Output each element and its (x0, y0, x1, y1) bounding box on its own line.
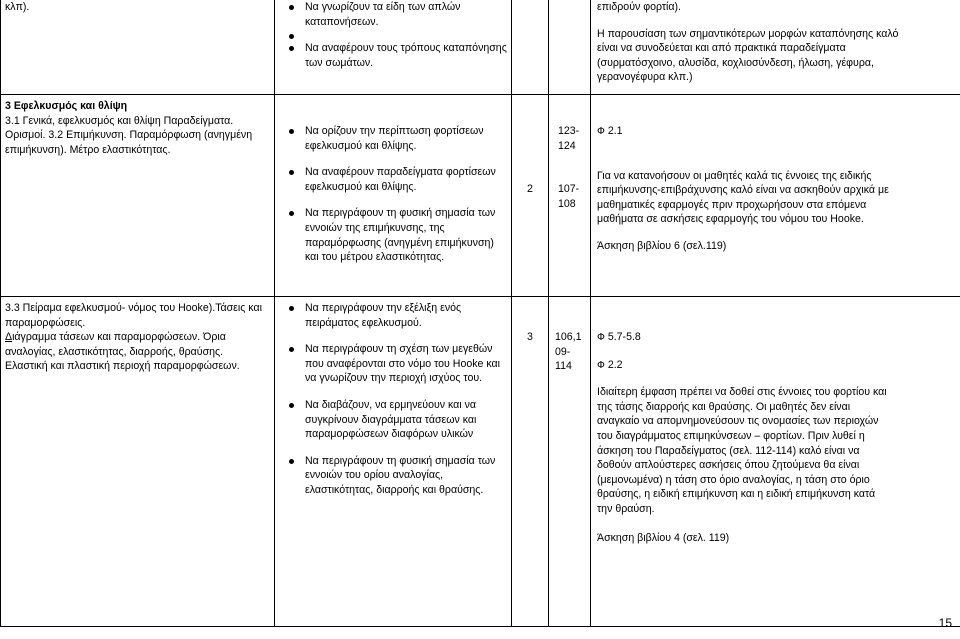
row2-goal-4: Να περιγράφουν τη φυσική σημασία των εννοιών του ορίου αναλογίας, ελαστικότητας, διαρροής και θραύσης. (287, 454, 509, 498)
row2-goal-3: Να διαβάζουν, να ερμηνεύουν και να συγκρίνουν διαγράμματα τάσεων και παραμορφώσεων διαφόρων υλικών (287, 398, 509, 442)
row0-goals-cell (287, 0, 507, 70)
row2-exercise-a (597, 330, 893, 346)
row2-notes-cell (597, 330, 893, 545)
row1-book-ref: Άσκηση βιβλίου 6 (σελ.119) (597, 239, 727, 252)
row1-notes-cell (597, 124, 893, 254)
row2-pages-cell (555, 330, 588, 374)
row1-goal-1: Να ορίζουν την περίπτωση φορτίσεων εφελκυσμού και θλίψης. (287, 124, 507, 153)
row0-goal-1: Να γνωρίζουν τα είδη των απλών καταπονήσεων. (287, 0, 507, 29)
row2-book-ref: Άσκηση βιβλίου 4 (σελ. 119) (597, 531, 730, 544)
row2-hours-cell (512, 330, 548, 345)
row0-goal-spacer (287, 29, 507, 41)
row1-pages-cell (558, 124, 586, 211)
row2-pages: 106,1 09- 114 (555, 331, 582, 373)
row2-exercise-b-ref: 2.2 (607, 358, 623, 371)
row2-note: Ιδιαίτερη έμφαση πρέπει να δοθεί στις έννοιες του φορτίου και της τάσης διαρροής και θραύσης. Οι μαθητές δεν είναι αναγκαίο να απομνημονεύσουν τις ονομασίες των περιοχών του διαγράμματος επιμηκύνσεων – φορτίων. Πριν λυθεί η άσκηση του Παραδείγματος (σελ. 112-114) καλό είναι να δοθούν απλούστερες ασκήσεις όπου ζητούμενα θα είναι (μεμονωμένα) η τάση στο όριο αναλογίας, η τάση στο όριο θραύσης, η ειδική επιμήκυνση και η ειδική επιμήκυνση κατά την θραύση. (597, 386, 887, 515)
row0-note-2: Η παρουσίαση των σημαντικότερων μορφών καταπόνησης καλό είναι να συνοδεύεται και από πρακτικά παραδείγματα (συρματόσχοινο, αλυσίδα, κοχλιοσύνδεση, ήλωση, γέφυρα, γερανογέφυρα κλπ.) (597, 27, 899, 84)
row1-pages-a: 123-124 (558, 125, 580, 152)
row2-topic-b-rest: ιάγραμμα τάσεων και παραμορφώσεων. Όρια αναλογίας, ελαστικότητας, διαρροής, θραύσης. Ελαστική και πλαστική περιοχή παραμορφώσεων. (5, 331, 240, 373)
row1-pages-b: 107-108 (558, 183, 580, 210)
row-divider-2 (0, 296, 960, 297)
row1-exercise-ref: 2.1 (607, 125, 623, 137)
row0-note-1: επιδρούν φορτία). (597, 1, 682, 13)
row2-topic-b (5, 330, 267, 374)
row1-hours-cell (512, 182, 548, 197)
row2-goal-1: Να περιγράφουν την εξέλιξη ενός πειράματος εφελκυσμού. (287, 301, 509, 330)
row1-topic: 3.1 Γενικά, εφελκυσμός και θλίψη Παραδείγματα. Ορισμοί. 3.2 Επιμήκυνση. Παραμόρφωση (ανηγμένη επιμήκυνση). Μέτρο ελαστικότητας. (5, 114, 253, 156)
row1-topic-cell (5, 99, 263, 157)
row-divider-1 (0, 94, 960, 95)
row2-exercise-a-ref: 5.7-5.8 (607, 331, 641, 343)
row1-goals-cell (287, 124, 507, 265)
row1-goal-3: Να περιγράφουν τη φυσική σημασία των εννοιών της επιμήκυνσης, της παραμόρφωσης (ανηγμένη επιμήκυνση) και του μέτρου ελαστικότητας. (287, 206, 507, 264)
row0-goal-2: Να αναφέρουν τους τρόπους καταπόνησης των σωμάτων. (287, 41, 507, 70)
physics-exercise-icon: Φ (597, 126, 605, 137)
row1-exercise (597, 124, 893, 140)
row0-notes-cell (597, 0, 917, 85)
row2-exercise-b (597, 358, 893, 374)
row1-note: Για να κατανοήσουν οι μαθητές καλά τις έννοιες της ειδικής επιμήκυνσης-επιβράχυνσης καλό είναι να ασκηθούν αρχικά με μαθηματικές εφαρμογές πριν προχωρήσουν στα επόμενα μαθήματα σε ασκήσεις εφαρμογής του νόμου του Hooke. (597, 169, 889, 226)
row0-topic: κλπ). (5, 1, 30, 13)
row2-topic-cell (5, 301, 267, 374)
row2-topic-a: 3.3 Πείραμα εφελκυσμού- νόμος του Hooke).Τάσεις και παραμορφώσεις. (5, 302, 262, 329)
chapter-heading: 3 Εφελκυσμός και θλίψη (5, 100, 128, 112)
physics-exercise-icon: Φ (597, 332, 605, 343)
row2-hours: 3 (527, 331, 533, 343)
row2-goals-cell (287, 301, 509, 498)
page-number: 15 (938, 616, 952, 631)
row0-note-spacer (597, 15, 917, 27)
row1-hours: 2 (527, 183, 533, 195)
row1-goal-2: Να αναφέρουν παραδείγματα φορτίσεων εφελκυσμού και θλίψης. (287, 165, 507, 194)
row2-topic-b-initial: Δ (5, 331, 13, 344)
table-border-bottom (0, 626, 960, 627)
physics-exercise-icon: Φ (597, 359, 605, 371)
row0-topic-cell (5, 0, 270, 15)
row2-goal-2: Να περιγράφουν τη σχέση των μεγεθών που αναφέρονται στο νόμο του Hooke και να γνωρίζουν την περιοχή ισχύος του. (287, 342, 509, 386)
